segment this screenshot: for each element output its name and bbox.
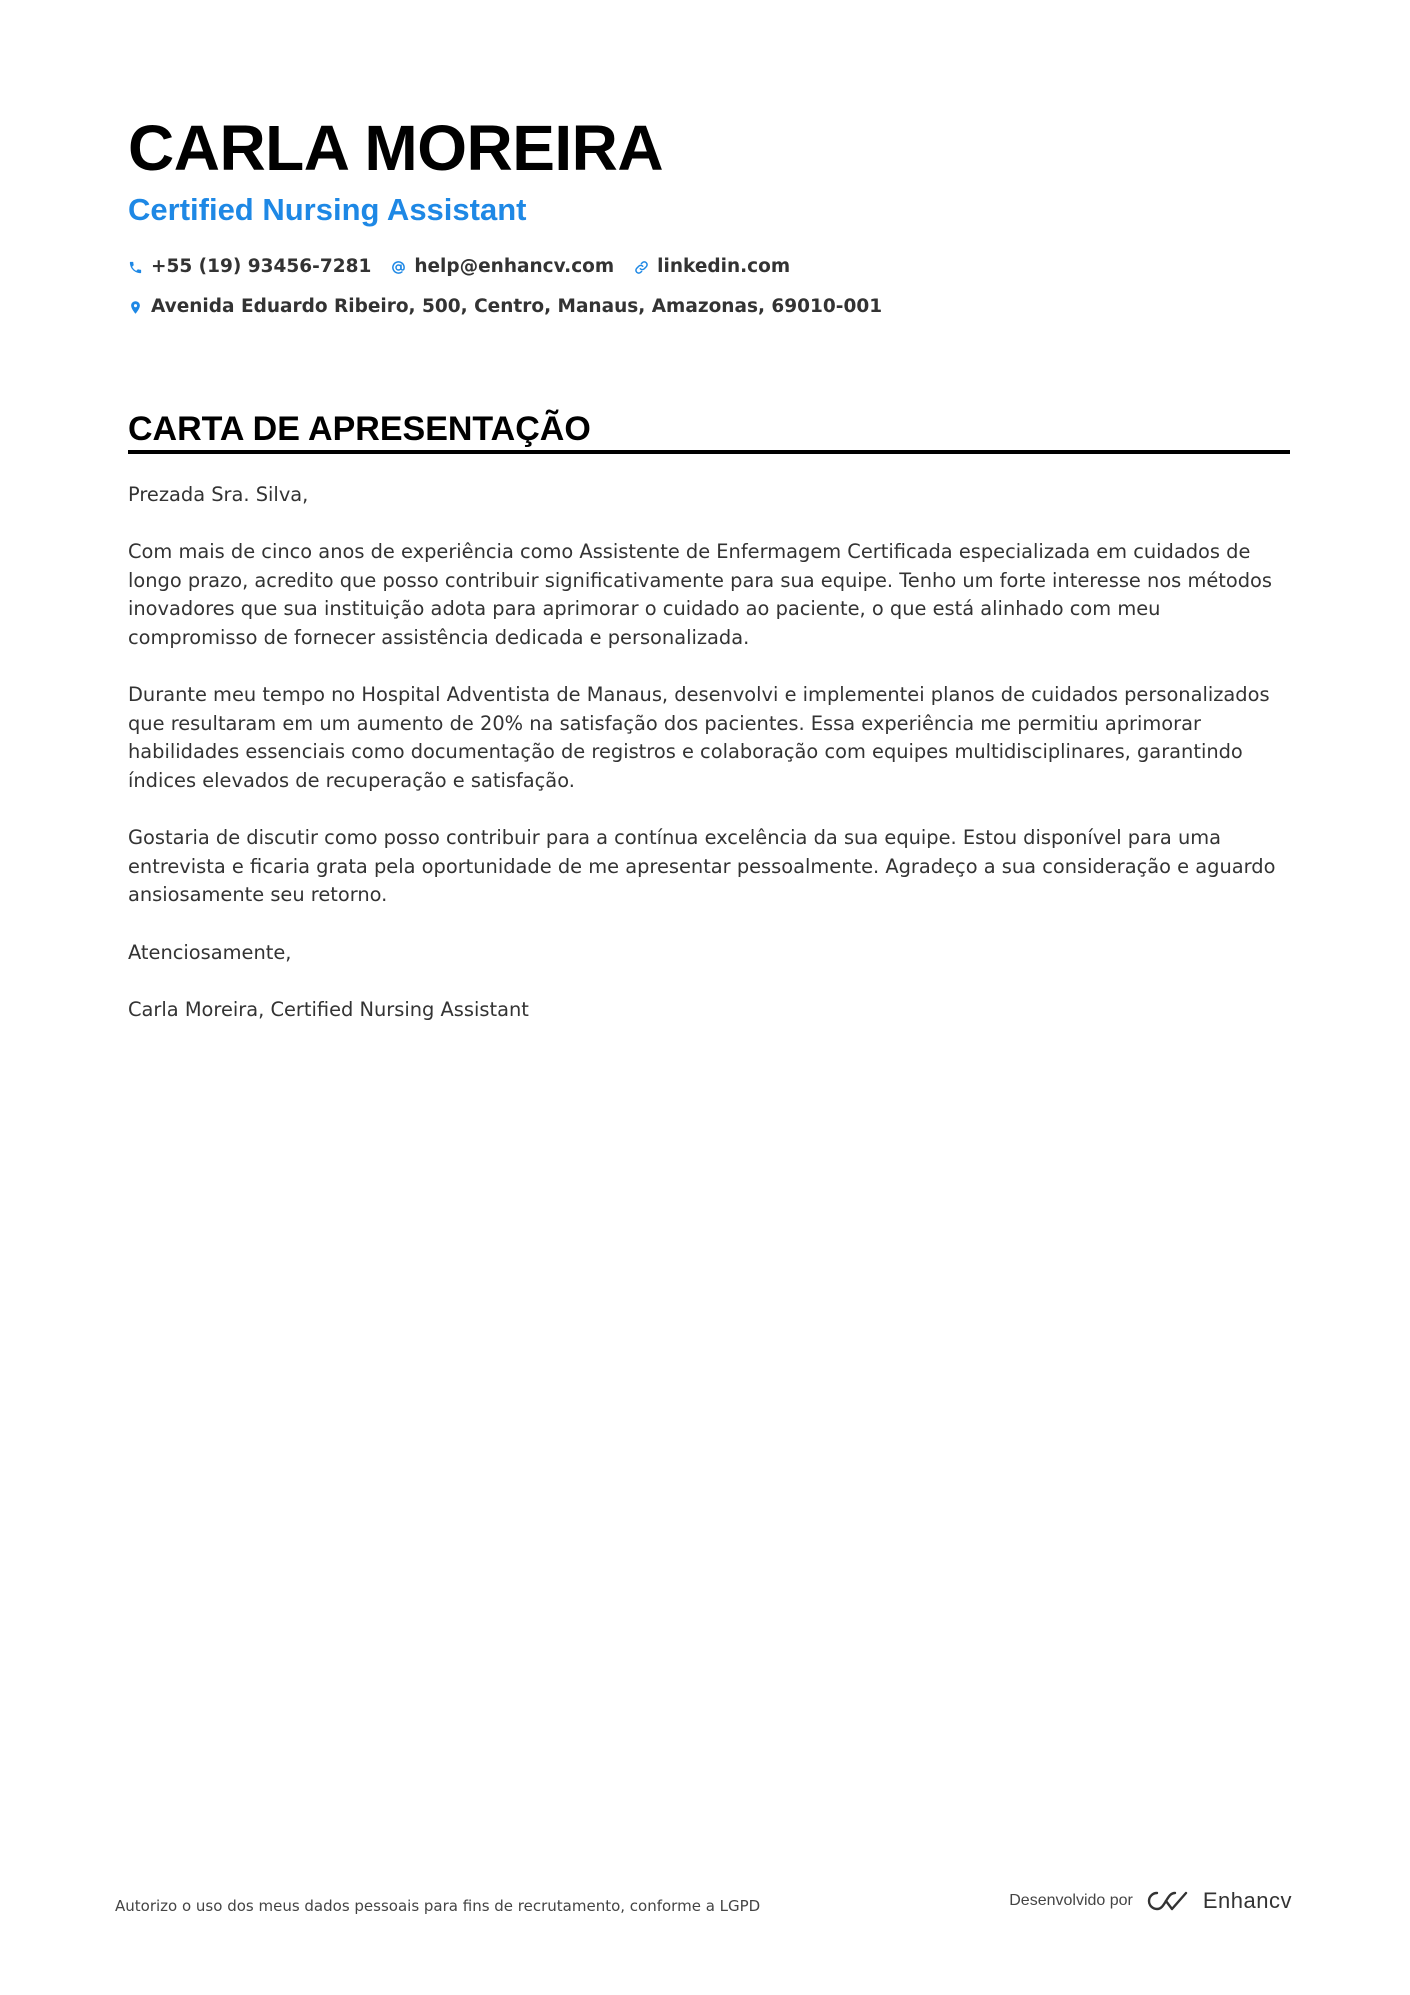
letter-signature: Carla Moreira, Certified Nursing Assistant	[128, 997, 529, 1021]
letter-closing: Atenciosamente,	[128, 940, 292, 964]
footer-branding[interactable]	[1009, 1888, 1292, 1914]
candidate-title: Certified Nursing Assistant	[128, 192, 527, 227]
phone-icon	[128, 260, 143, 275]
link-icon	[634, 260, 649, 275]
footer-powered-by: Desenvolvido por	[1009, 1892, 1133, 1909]
location-pin-icon	[128, 300, 143, 315]
brand-name: Enhancv	[1202, 1888, 1292, 1913]
letter-paragraph: Gostaria de discutir como posso contribuir para a contínua excelência da sua equipe. Estou disponível para uma entrevista e ficaria grata pela oportunidade de me apresentar pessoalmente. Agradeço a sua consideração e aguardo ansiosamente seu retorno.	[128, 826, 1276, 907]
enhancv-logo-icon	[1145, 1888, 1191, 1914]
linkedin-text[interactable]: linkedin.com	[657, 256, 791, 277]
contact-phone	[128, 253, 371, 281]
candidate-name: CARLA MOREIRA	[128, 112, 664, 184]
contact-email[interactable]	[391, 253, 614, 281]
contact-address	[128, 293, 882, 321]
at-icon	[391, 260, 406, 275]
footer-consent: Autorizo o uso dos meus dados pessoais para fins de recrutamento, conforme a LGPD	[115, 1897, 761, 1915]
letter-body	[128, 481, 1290, 1053]
address-row	[128, 293, 902, 321]
contact-linkedin[interactable]	[634, 253, 790, 281]
section-title: CARTA DE APRESENTAÇÃO	[128, 410, 591, 448]
letter-paragraph: Durante meu tempo no Hospital Adventista de Manaus, desenvolvi e implementei planos de cuidados personalizados que resultaram em um aumento de 20% na satisfação dos pacientes. Essa experiência me permitiu aprimorar habilidades essenciais como documentação de registros e colaboração com equipes multidisciplinares, garantindo índices elevados de recuperação e satisfação.	[128, 683, 1270, 792]
address-text: Avenida Eduardo Ribeiro, 500, Centro, Manaus, Amazonas, 69010-001	[151, 296, 883, 317]
contact-row	[128, 253, 810, 281]
phone-text: +55 (19) 93456-7281	[151, 256, 372, 277]
email-text[interactable]: help@enhancv.com	[414, 256, 615, 277]
letter-greeting: Prezada Sra. Silva,	[128, 483, 309, 506]
section-divider	[128, 450, 1290, 454]
letter-paragraph: Com mais de cinco anos de experiência como Assistente de Enfermagem Certificada especializada em cuidados de longo prazo, acredito que posso contribuir significativamente para sua equipe. Tenho um forte interesse nos métodos inovadores que sua instituição adota para aprimorar o cuidado ao paciente, o que está alinhado com meu compromisso de fornecer assistência dedicada e personalizada.	[128, 540, 1273, 649]
